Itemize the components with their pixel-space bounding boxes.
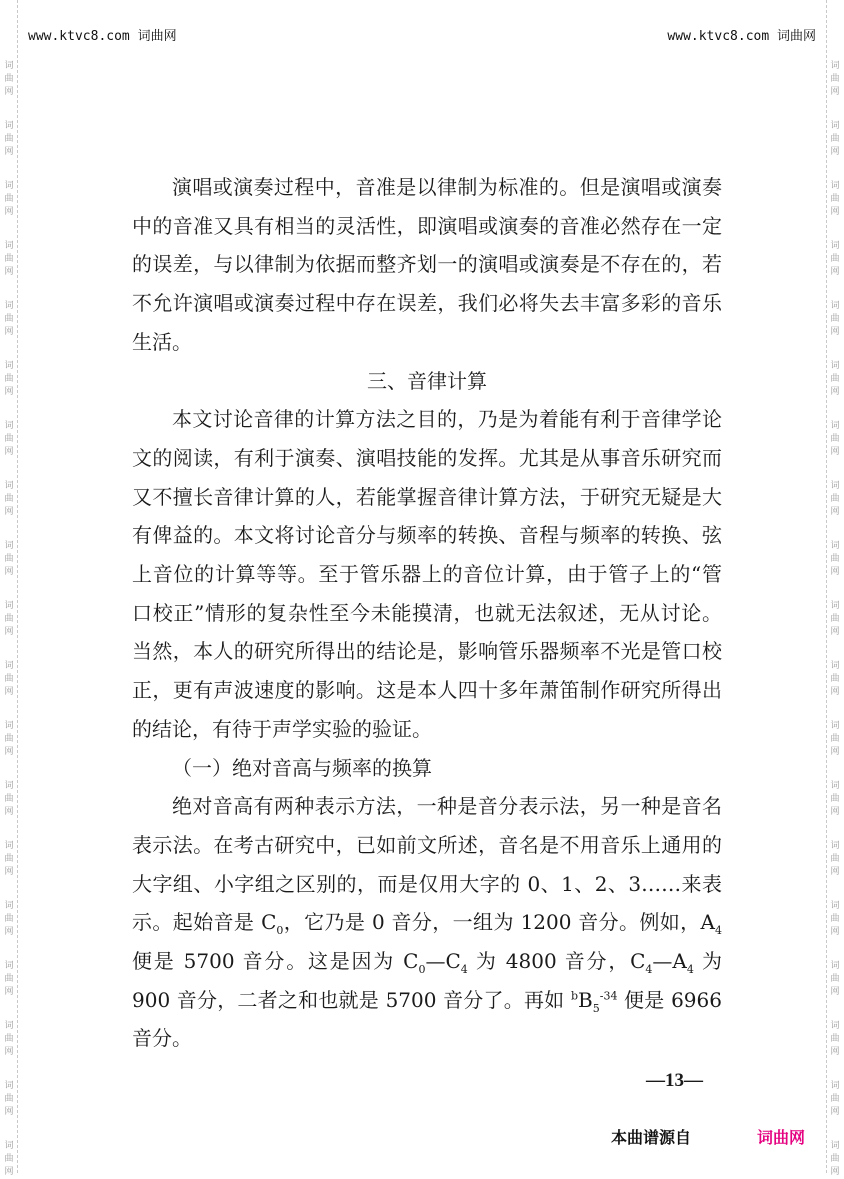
margin-watermark-char: 网 xyxy=(4,627,14,637)
margin-watermark-group xyxy=(828,840,842,879)
margin-watermark-char: 词 xyxy=(4,481,14,491)
margin-watermark-char: 网 xyxy=(4,867,14,877)
margin-watermark-char: 曲 xyxy=(4,1034,14,1044)
margin-watermark-char: 词 xyxy=(4,661,14,671)
margin-watermark-char: 曲 xyxy=(830,734,840,744)
margin-watermark-char: 曲 xyxy=(4,134,14,144)
margin-watermark-char: 网 xyxy=(830,747,840,757)
margin-watermark-char: 网 xyxy=(4,87,14,97)
margin-watermark-group xyxy=(2,540,16,579)
margin-watermark-char: 词 xyxy=(4,961,14,971)
flat-sign: b xyxy=(571,989,579,1003)
margin-watermark-char: 网 xyxy=(830,327,840,337)
margin-watermark-char: 网 xyxy=(4,147,14,157)
margin-watermark-char: 曲 xyxy=(4,674,14,684)
margin-watermark-char: 曲 xyxy=(830,1094,840,1104)
margin-watermark-char: 曲 xyxy=(4,314,14,324)
margin-watermark-char: 曲 xyxy=(4,194,14,204)
header-site-left: www.ktvc8.com 词曲网 xyxy=(28,29,177,44)
margin-watermark-char: 网 xyxy=(830,147,840,157)
margin-watermark-char: 词 xyxy=(4,301,14,311)
margin-watermark-char: 曲 xyxy=(4,554,14,564)
margin-watermark-char: 网 xyxy=(4,987,14,997)
right-margin-dashed-line xyxy=(826,0,827,1173)
margin-watermark-char: 曲 xyxy=(830,794,840,804)
margin-watermark-char: 词 xyxy=(830,1081,840,1091)
margin-watermark-group xyxy=(2,360,16,399)
margin-watermark-char: 词 xyxy=(830,721,840,731)
margin-watermark-group xyxy=(2,660,16,699)
margin-watermark-char: 曲 xyxy=(830,494,840,504)
paragraph-2: 本文讨论音律的计算方法之目的，乃是为着能有利于音律学论文的阅读，有利于演奏、演唱技能的发挥。尤其是从事音乐研究而又不擅长音律计算的人，若能掌握音律计算方法，于研究无疑是大有俾益的。本文将讨论音分与频率的转换、音程与频率的转换、弦上音位的计算等等。至于管乐器上的音位计算，由于管子上的“管口校正”情形的复杂性至今未能摸清，也就无法叙述，无从讨论。当然，本人的研究所得出的结论是，影响管乐器频率不光是管口校正，更有声波速度的影响。这是本人四十多年萧笛制作研究所得出的结论，有待于声学实验的验证。 xyxy=(132,407,722,741)
left-margin-watermark xyxy=(0,0,18,1177)
margin-watermark-char: 词 xyxy=(830,241,840,251)
margin-watermark-char: 网 xyxy=(830,87,840,97)
margin-watermark-group xyxy=(828,480,842,519)
margin-watermark-group xyxy=(828,1080,842,1119)
note-c0: C xyxy=(403,949,419,974)
margin-watermark-group xyxy=(2,480,16,519)
p3-text-3: 便是 5700 音分。这是因为 xyxy=(132,949,404,974)
margin-watermark-group xyxy=(2,600,16,639)
margin-watermark-char: 词 xyxy=(830,781,840,791)
margin-watermark-char: 曲 xyxy=(4,74,14,84)
margin-watermark-char: 曲 xyxy=(4,434,14,444)
margin-watermark-char: 词 xyxy=(830,901,840,911)
margin-watermark-char: 曲 xyxy=(4,494,14,504)
margin-watermark-char: 词 xyxy=(4,541,14,551)
margin-watermark-char: 曲 xyxy=(4,974,14,984)
margin-watermark-char: 曲 xyxy=(4,914,14,924)
margin-watermark-group xyxy=(2,180,16,219)
margin-watermark-group xyxy=(828,120,842,159)
margin-watermark-char: 词 xyxy=(4,181,14,191)
footer-brand-link[interactable]: 词曲网 xyxy=(757,1128,806,1147)
margin-watermark-char: 词 xyxy=(830,601,840,611)
note-b: B xyxy=(578,987,593,1012)
margin-watermark-char: 曲 xyxy=(830,134,840,144)
margin-watermark-char: 网 xyxy=(4,447,14,457)
margin-watermark-char: 词 xyxy=(830,841,840,851)
margin-watermark-char: 网 xyxy=(830,507,840,517)
margin-watermark-char: 网 xyxy=(830,1047,840,1057)
margin-watermark-char: 网 xyxy=(4,267,14,277)
margin-watermark-group xyxy=(828,600,842,639)
margin-watermark-char: 网 xyxy=(4,1047,14,1057)
paragraph-1: 演唱或演奏过程中，音准是以律制为标准的。但是演唱或演奏中的音准又具有相当的灵活性，即演唱或演奏的音准必然存在一定的误差，与以律制为依据而整齐划一的演唱或演奏是不存在的，若不允许演唱或演奏过程中存在误差，我们必将失去丰富多彩的音乐生活。 xyxy=(132,175,722,354)
margin-watermark-char: 曲 xyxy=(830,254,840,264)
paragraph-3 xyxy=(132,787,722,1058)
p3-text-1: 绝对音高有两种表示方法，一种是音分表示法，另一种是音名表示法。在考古研究中，已如前文所述，音名是不用音乐上通用的大字组、小字组之区别的，而是仅用大字的 0、1、2、3……来表示。起始音是 xyxy=(132,794,722,935)
margin-watermark-char: 网 xyxy=(4,1167,14,1177)
page-number: —13— xyxy=(646,1070,703,1091)
note-c0-sub: 0 xyxy=(418,963,426,977)
margin-watermark-group xyxy=(2,420,16,459)
margin-watermark-char: 曲 xyxy=(4,734,14,744)
p3-text-4: 为 4800 音分， xyxy=(467,949,631,974)
note-b-sub: 5 xyxy=(592,1001,600,1015)
margin-watermark-char: 曲 xyxy=(830,554,840,564)
margin-watermark-char: 曲 xyxy=(830,1154,840,1164)
margin-watermark-char: 曲 xyxy=(830,374,840,384)
margin-watermark-char: 词 xyxy=(830,421,840,431)
margin-watermark-group xyxy=(2,1020,16,1059)
margin-watermark-char: 网 xyxy=(4,1107,14,1117)
margin-watermark-char: 网 xyxy=(830,987,840,997)
margin-watermark-char: 曲 xyxy=(830,914,840,924)
p3-text-5: 为 900 音分，二者之和也就是 5700 音分了。再如 xyxy=(132,949,722,1012)
margin-watermark-group xyxy=(828,1140,842,1179)
margin-watermark-char: 网 xyxy=(4,927,14,937)
margin-watermark-char: 词 xyxy=(4,1081,14,1091)
margin-watermark-char: 网 xyxy=(830,627,840,637)
margin-watermark-char: 网 xyxy=(830,447,840,457)
margin-watermark-char: 词 xyxy=(830,61,840,71)
margin-watermark-char: 词 xyxy=(830,661,840,671)
margin-watermark-char: 曲 xyxy=(830,314,840,324)
note-c4b: C xyxy=(630,949,646,974)
margin-watermark-char: 网 xyxy=(830,687,840,697)
margin-watermark-char: 曲 xyxy=(830,74,840,84)
margin-watermark-char: 词 xyxy=(4,241,14,251)
margin-watermark-char: 曲 xyxy=(830,614,840,624)
margin-watermark-char: 网 xyxy=(4,327,14,337)
margin-watermark-group xyxy=(2,840,16,879)
note-a: A xyxy=(700,910,715,935)
margin-watermark-char: 词 xyxy=(830,961,840,971)
dash-1: — xyxy=(425,949,446,974)
margin-watermark-group xyxy=(828,1020,842,1059)
margin-watermark-char: 网 xyxy=(830,927,840,937)
margin-watermark-char: 词 xyxy=(4,421,14,431)
margin-watermark-char: 词 xyxy=(830,361,840,371)
margin-watermark-char: 词 xyxy=(4,601,14,611)
margin-watermark-char: 曲 xyxy=(4,794,14,804)
margin-watermark-group xyxy=(2,960,16,999)
note-c: C xyxy=(261,910,277,935)
margin-watermark-char: 词 xyxy=(4,361,14,371)
margin-watermark-char: 网 xyxy=(4,387,14,397)
margin-watermark-char: 词 xyxy=(830,181,840,191)
margin-watermark-char: 网 xyxy=(830,807,840,817)
margin-watermark-group xyxy=(828,540,842,579)
margin-watermark-char: 曲 xyxy=(830,1034,840,1044)
margin-watermark-char: 词 xyxy=(4,1141,14,1151)
margin-watermark-group xyxy=(2,780,16,819)
margin-watermark-group xyxy=(2,120,16,159)
margin-watermark-char: 曲 xyxy=(4,374,14,384)
note-c4b-sub: 4 xyxy=(645,963,653,977)
margin-watermark-char: 曲 xyxy=(4,854,14,864)
left-margin-dashed-line xyxy=(17,0,18,1173)
margin-watermark-char: 曲 xyxy=(4,1094,14,1104)
footer-source-note: 本曲谱源自 xyxy=(611,1128,692,1147)
margin-watermark-char: 词 xyxy=(4,1021,14,1031)
margin-watermark-char: 网 xyxy=(4,207,14,217)
margin-watermark-char: 网 xyxy=(4,507,14,517)
margin-watermark-char: 词 xyxy=(830,1021,840,1031)
margin-watermark-group xyxy=(2,60,16,99)
sub-heading: （一）绝对音高与频率的换算 xyxy=(172,755,432,780)
margin-watermark-char: 曲 xyxy=(830,974,840,984)
dash-2: — xyxy=(652,949,673,974)
margin-watermark-char: 网 xyxy=(4,567,14,577)
margin-watermark-group xyxy=(2,1140,16,1179)
margin-watermark-group xyxy=(828,960,842,999)
margin-watermark-char: 网 xyxy=(4,747,14,757)
margin-watermark-char: 词 xyxy=(4,721,14,731)
note-c4: C xyxy=(445,949,461,974)
p3-text-6: 便是 6966 音分。 xyxy=(132,987,722,1051)
margin-watermark-char: 网 xyxy=(830,267,840,277)
margin-watermark-char: 网 xyxy=(830,567,840,577)
note-b-sup: -34 xyxy=(599,989,618,1003)
margin-watermark-char: 词 xyxy=(830,1141,840,1151)
note-c4-sub: 4 xyxy=(460,963,468,977)
margin-watermark-char: 词 xyxy=(830,541,840,551)
margin-watermark-char: 网 xyxy=(4,687,14,697)
margin-watermark-char: 曲 xyxy=(4,1154,14,1164)
margin-watermark-char: 网 xyxy=(830,387,840,397)
margin-watermark-group xyxy=(828,300,842,339)
margin-watermark-group xyxy=(828,900,842,939)
margin-watermark-char: 词 xyxy=(830,301,840,311)
note-a4: A xyxy=(672,949,687,974)
note-c-sub: 0 xyxy=(276,924,284,938)
header-site-right: www.ktvc8.com 词曲网 xyxy=(667,29,816,44)
margin-watermark-char: 曲 xyxy=(4,254,14,264)
margin-watermark-char: 网 xyxy=(830,207,840,217)
margin-watermark-group xyxy=(2,900,16,939)
margin-watermark-group xyxy=(828,780,842,819)
margin-watermark-char: 词 xyxy=(4,901,14,911)
margin-watermark-group xyxy=(2,720,16,759)
note-a4-sub: 4 xyxy=(686,963,694,977)
margin-watermark-char: 网 xyxy=(830,1167,840,1177)
margin-watermark-char: 曲 xyxy=(830,194,840,204)
p3-text-2: ，它乃是 0 音分，一组为 1200 音分。例如， xyxy=(283,910,701,935)
margin-watermark-char: 词 xyxy=(830,481,840,491)
margin-watermark-char: 词 xyxy=(4,781,14,791)
margin-watermark-group xyxy=(828,360,842,399)
margin-watermark-char: 词 xyxy=(4,121,14,131)
right-margin-watermark xyxy=(826,0,844,1177)
margin-watermark-group xyxy=(828,180,842,219)
section-heading: 三、音律计算 xyxy=(367,368,487,393)
margin-watermark-group xyxy=(828,660,842,699)
note-a-sub: 4 xyxy=(715,924,722,938)
margin-watermark-char: 曲 xyxy=(830,674,840,684)
margin-watermark-char: 词 xyxy=(4,841,14,851)
margin-watermark-group xyxy=(828,60,842,99)
margin-watermark-char: 网 xyxy=(830,867,840,877)
margin-watermark-group xyxy=(828,420,842,459)
margin-watermark-group xyxy=(2,1080,16,1119)
margin-watermark-char: 网 xyxy=(830,1107,840,1117)
margin-watermark-char: 词 xyxy=(4,61,14,71)
document-body xyxy=(132,168,722,1058)
margin-watermark-char: 曲 xyxy=(830,434,840,444)
margin-watermark-char: 曲 xyxy=(830,854,840,864)
margin-watermark-group xyxy=(828,720,842,759)
margin-watermark-char: 网 xyxy=(4,807,14,817)
margin-watermark-char: 词 xyxy=(830,121,840,131)
margin-watermark-group xyxy=(2,300,16,339)
margin-watermark-group xyxy=(828,240,842,279)
margin-watermark-char: 曲 xyxy=(4,614,14,624)
margin-watermark-group xyxy=(2,240,16,279)
